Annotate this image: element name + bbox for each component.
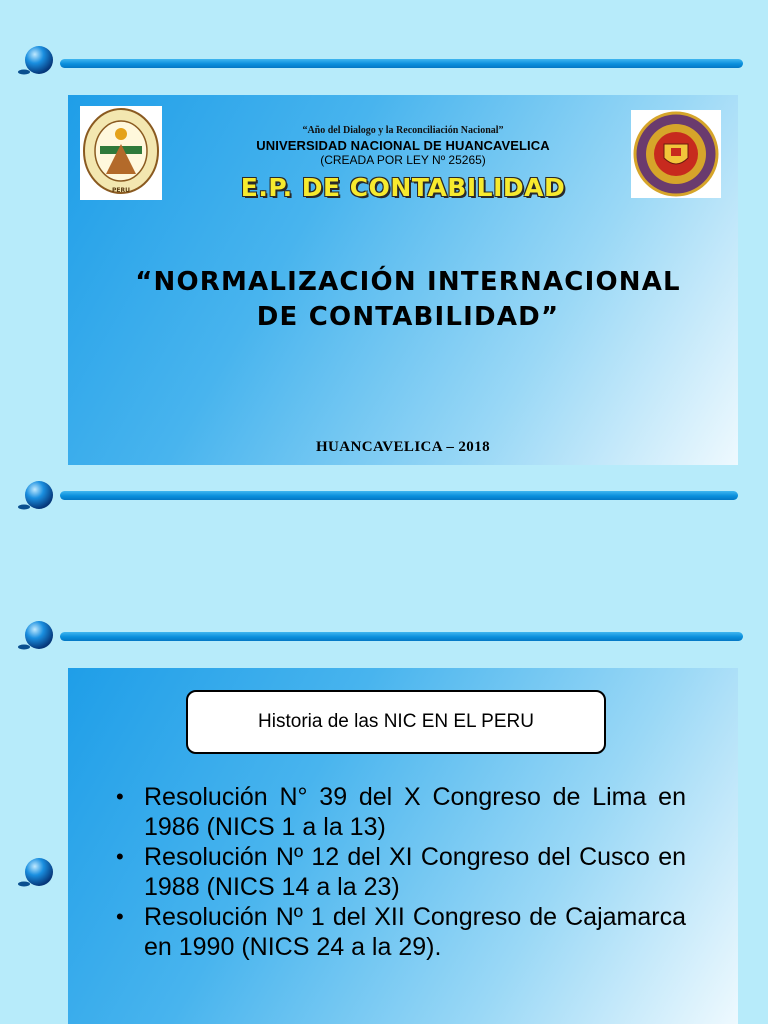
school-name: E.P. DE CONTABILIDAD	[240, 173, 566, 202]
title-line-2: DE CONTABILIDAD”	[256, 302, 560, 332]
divider-line	[60, 59, 743, 68]
presentation-title	[88, 265, 728, 335]
title-line-1: “NORMALIZACIÓN INTERNACIONAL	[135, 267, 681, 297]
blue-orb-bullet-icon	[18, 857, 54, 889]
creation-law: (CREADA POR LEY Nº 25265)	[320, 153, 486, 167]
section-title-box: Historia de las NIC EN EL PERU	[186, 690, 606, 754]
blue-orb-bullet-icon	[18, 45, 54, 77]
history-slide	[68, 668, 738, 1024]
divider-line	[60, 632, 743, 641]
bullet-point: •	[116, 784, 124, 809]
national-motto: “Año del Dialogo y la Reconciliación Nacional”	[302, 125, 504, 136]
bullet-point: •	[116, 904, 124, 929]
blue-orb-bullet-icon	[18, 620, 54, 652]
place-year: HUANCAVELICA – 2018	[315, 439, 490, 455]
bullet-point: •	[116, 844, 124, 869]
seal-bottom-text: PERU	[112, 187, 130, 194]
list-item-text: Resolución N° 39 del X Congreso de Lima en 1986 (NICS 1 a la 13)	[144, 783, 686, 841]
title-slide	[68, 95, 738, 465]
blue-orb-bullet-icon	[18, 480, 54, 512]
list-item-text: Resolución Nº 1 del XII Congreso de Cajamarca en 1990 (NICS 24 a la 29).	[144, 903, 686, 961]
university-name: UNIVERSIDAD NACIONAL DE HUANCAVELICA	[256, 138, 550, 153]
list-item	[116, 782, 686, 842]
list-item	[116, 842, 686, 902]
list-item-text: Resolución Nº 12 del XI Congreso del Cusco en 1988 (NICS 14 a la 23)	[144, 843, 686, 901]
list-item	[116, 902, 686, 962]
divider-line	[60, 491, 738, 500]
resolution-list	[116, 782, 686, 962]
